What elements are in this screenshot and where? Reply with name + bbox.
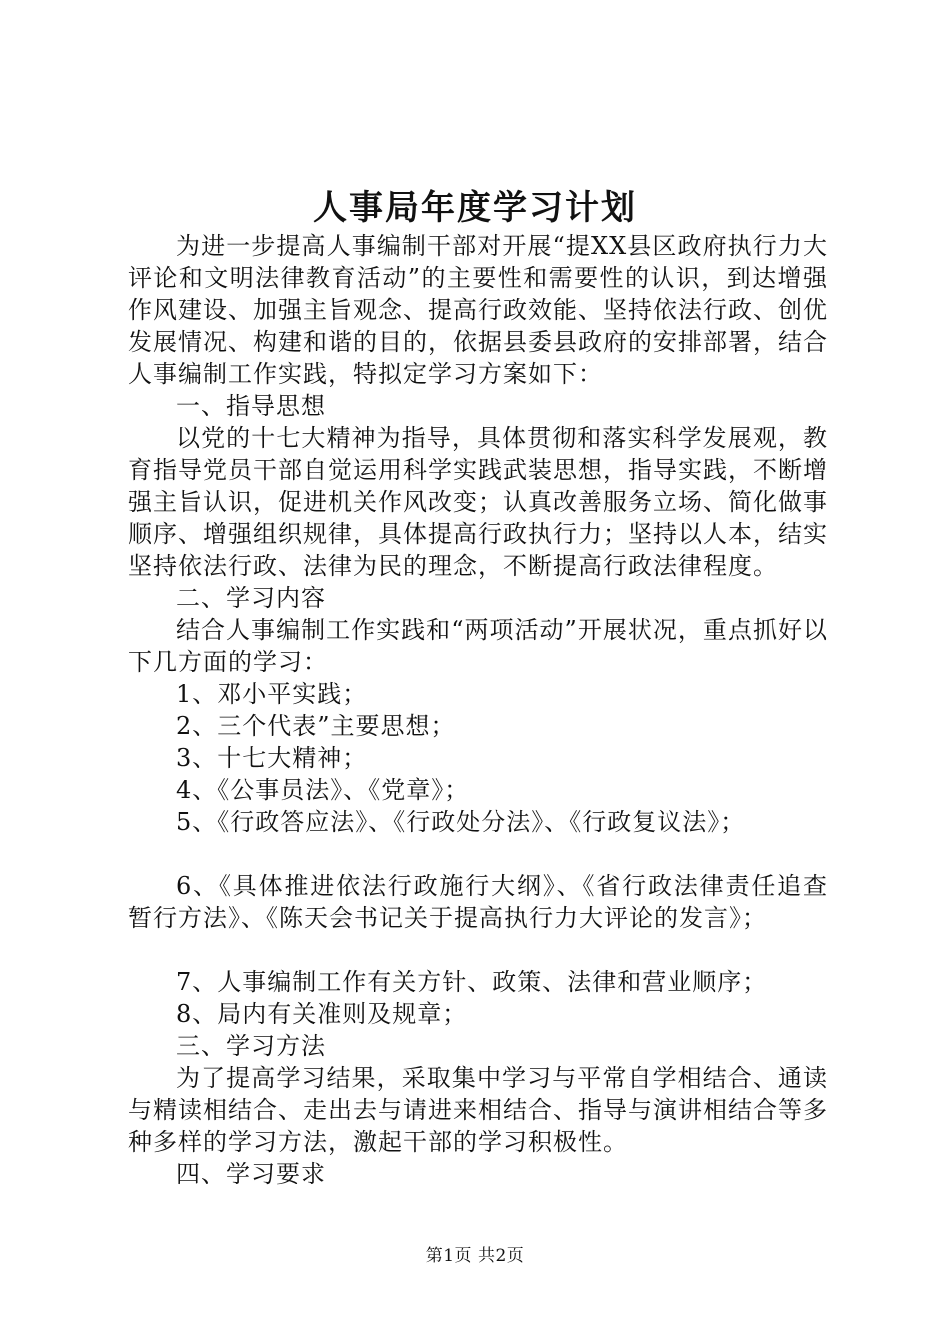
section-heading-study-requirements: 四、学习要求: [176, 1160, 326, 1188]
study-item-8: 8、局内有关准则及规章；: [176, 1000, 468, 1028]
section-heading-study-content: 二、学习内容: [176, 584, 326, 612]
study-item-6: 6、《具体推进依法行政施行大纲》、《省行政法律责任追查暂行方法》、《陈天会书记关于提高执行力大评论的发言》；: [128, 872, 828, 932]
intro-paragraph: 为进一步提高人事编制干部对开展“提XX县区政府执行力大评论和文明法律教育活动”的主要性和需要性的认识，到达增强作风建设、加强主旨观念、提高行政效能、坚持依法行政、创优发展情况、构建和谐的目的，依据县委县政府的安排部署，结合人事编制工作实践，特拟定学习方案如下：: [128, 232, 828, 388]
study-item-1: 1、邓小平实践；: [176, 680, 368, 708]
section-heading-guiding-ideology: 一、指导思想: [176, 392, 326, 420]
study-item-5: 5、《行政答应法》、《行政处分法》、《行政复议法》；: [176, 808, 746, 836]
study-item-3: 3、十七大精神；: [176, 744, 368, 772]
study-item-2: 2、三个代表”主要思想；: [176, 712, 456, 740]
document-body: [128, 230, 828, 1190]
section-heading-study-method: 三、学习方法: [176, 1032, 326, 1060]
study-item-4: 4、《公事员法》、《党章》；: [176, 776, 470, 804]
guiding-ideology-paragraph: 以党的十七大精神为指导，具体贯彻和落实科学发展观，教育指导党员干部自觉运用科学实践武装思想，指导实践，不断增强主旨认识，促进机关作风改变；认真改善服务立场、简化做事顺序、增强组织规律，具体提高行政执行力；坚持以人本，结实坚持依法行政、法律为民的理念，不断提高行政法律程度。: [128, 424, 828, 580]
page-number-footer: 第1页 共2页: [425, 1246, 525, 1266]
study-method-paragraph: 为了提高学习结果，采取集中学习与平常自学相结合、通读与精读相结合、走出去与请进来相结合、指导与演讲相结合等多种多样的学习方法，激起干部的学习积极性。: [128, 1064, 828, 1156]
document-title: 人事局年度学习计划: [313, 188, 637, 228]
study-content-intro: 结合人事编制工作实践和“两项活动”开展状况，重点抓好以下几方面的学习：: [128, 616, 828, 676]
study-item-7: 7、人事编制工作有关方针、政策、法律和营业顺序；: [176, 968, 768, 996]
